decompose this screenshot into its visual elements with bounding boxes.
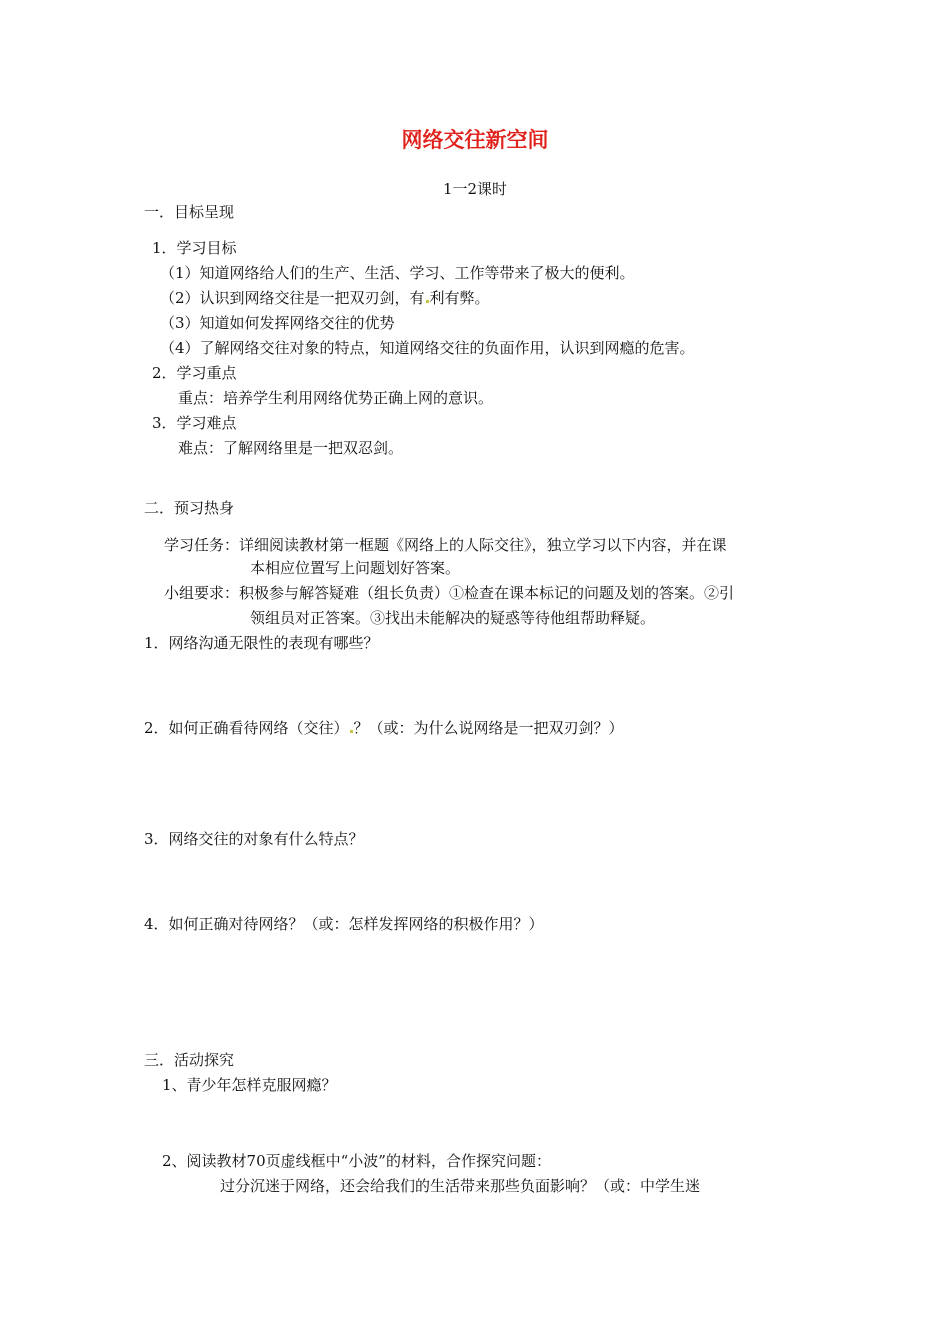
goal-2-part-b: 利有弊。	[429, 289, 490, 307]
key-heading: 2．学习重点	[152, 364, 237, 382]
task-line-2: 本相应位置写上问题划好答案。	[250, 559, 461, 577]
document-title: 网络交往新空间	[401, 128, 549, 152]
goal-2-part-a: （2）认识到网络交往是一把双刃剑，有	[160, 289, 425, 307]
question-2-part-a: 2．如何正确看待网络（交往）	[144, 719, 349, 737]
section-1-heading: 一．目标呈现	[144, 203, 235, 221]
activity-1: 1、青少年怎样克服网瘾？	[162, 1076, 337, 1094]
goal-4: （4）了解网络交往对象的特点，知道网络交往的负面作用，认识到网瘾的危害。	[160, 339, 695, 357]
goal-1: （1）知道网络给人们的生产、生活、学习、工作等带来了极大的便利。	[160, 264, 635, 282]
goals-heading: 1．学习目标	[152, 239, 237, 257]
difficulty-text: 难点：了解网络里是一把双忍剑。	[178, 439, 404, 457]
mark-dot	[350, 730, 353, 733]
goal-2	[160, 288, 490, 308]
question-4: 4．如何正确对待网络？（或：怎样发挥网络的积极作用？）	[144, 915, 544, 933]
activity-2: 2、阅读教材70页虚线框中“小波”的材料，合作探究问题：	[162, 1152, 551, 1170]
goal-3: （3）知道如何发挥网络交往的优势	[160, 314, 395, 332]
document-subtitle: 1一2课时	[442, 180, 508, 198]
group-line-2: 领组员对正答案。③找出未能解决的疑惑等待他组帮助释疑。	[250, 609, 656, 627]
question-1: 1．网络沟通无限性的表现有哪些？	[144, 634, 379, 652]
group-line-1: 小组要求：积极参与解答疑难（组长负责）①检查在课本标记的问题及划的答案。②引	[164, 584, 735, 602]
difficulty-heading: 3．学习难点	[152, 414, 237, 432]
key-text: 重点：培养学生利用网络优势正确上网的意识。	[178, 389, 494, 407]
section-3-heading: 三．活动探究	[144, 1051, 235, 1069]
activity-2-detail: 过分沉迷于网络，还会给我们的生活带来那些负面影响？（或：中学生迷	[220, 1177, 701, 1195]
question-3: 3．网络交往的对象有什么特点？	[144, 830, 364, 848]
question-2-part-b: ？（或：为什么说网络是一把双刃剑？）	[353, 719, 624, 737]
task-line-1: 学习任务：详细阅读教材第一框题《网络上的人际交往》，独立学习以下内容，并在课	[164, 536, 727, 554]
section-2-heading: 二．预习热身	[144, 499, 235, 517]
question-2	[144, 718, 624, 738]
mark-dot	[426, 300, 429, 303]
